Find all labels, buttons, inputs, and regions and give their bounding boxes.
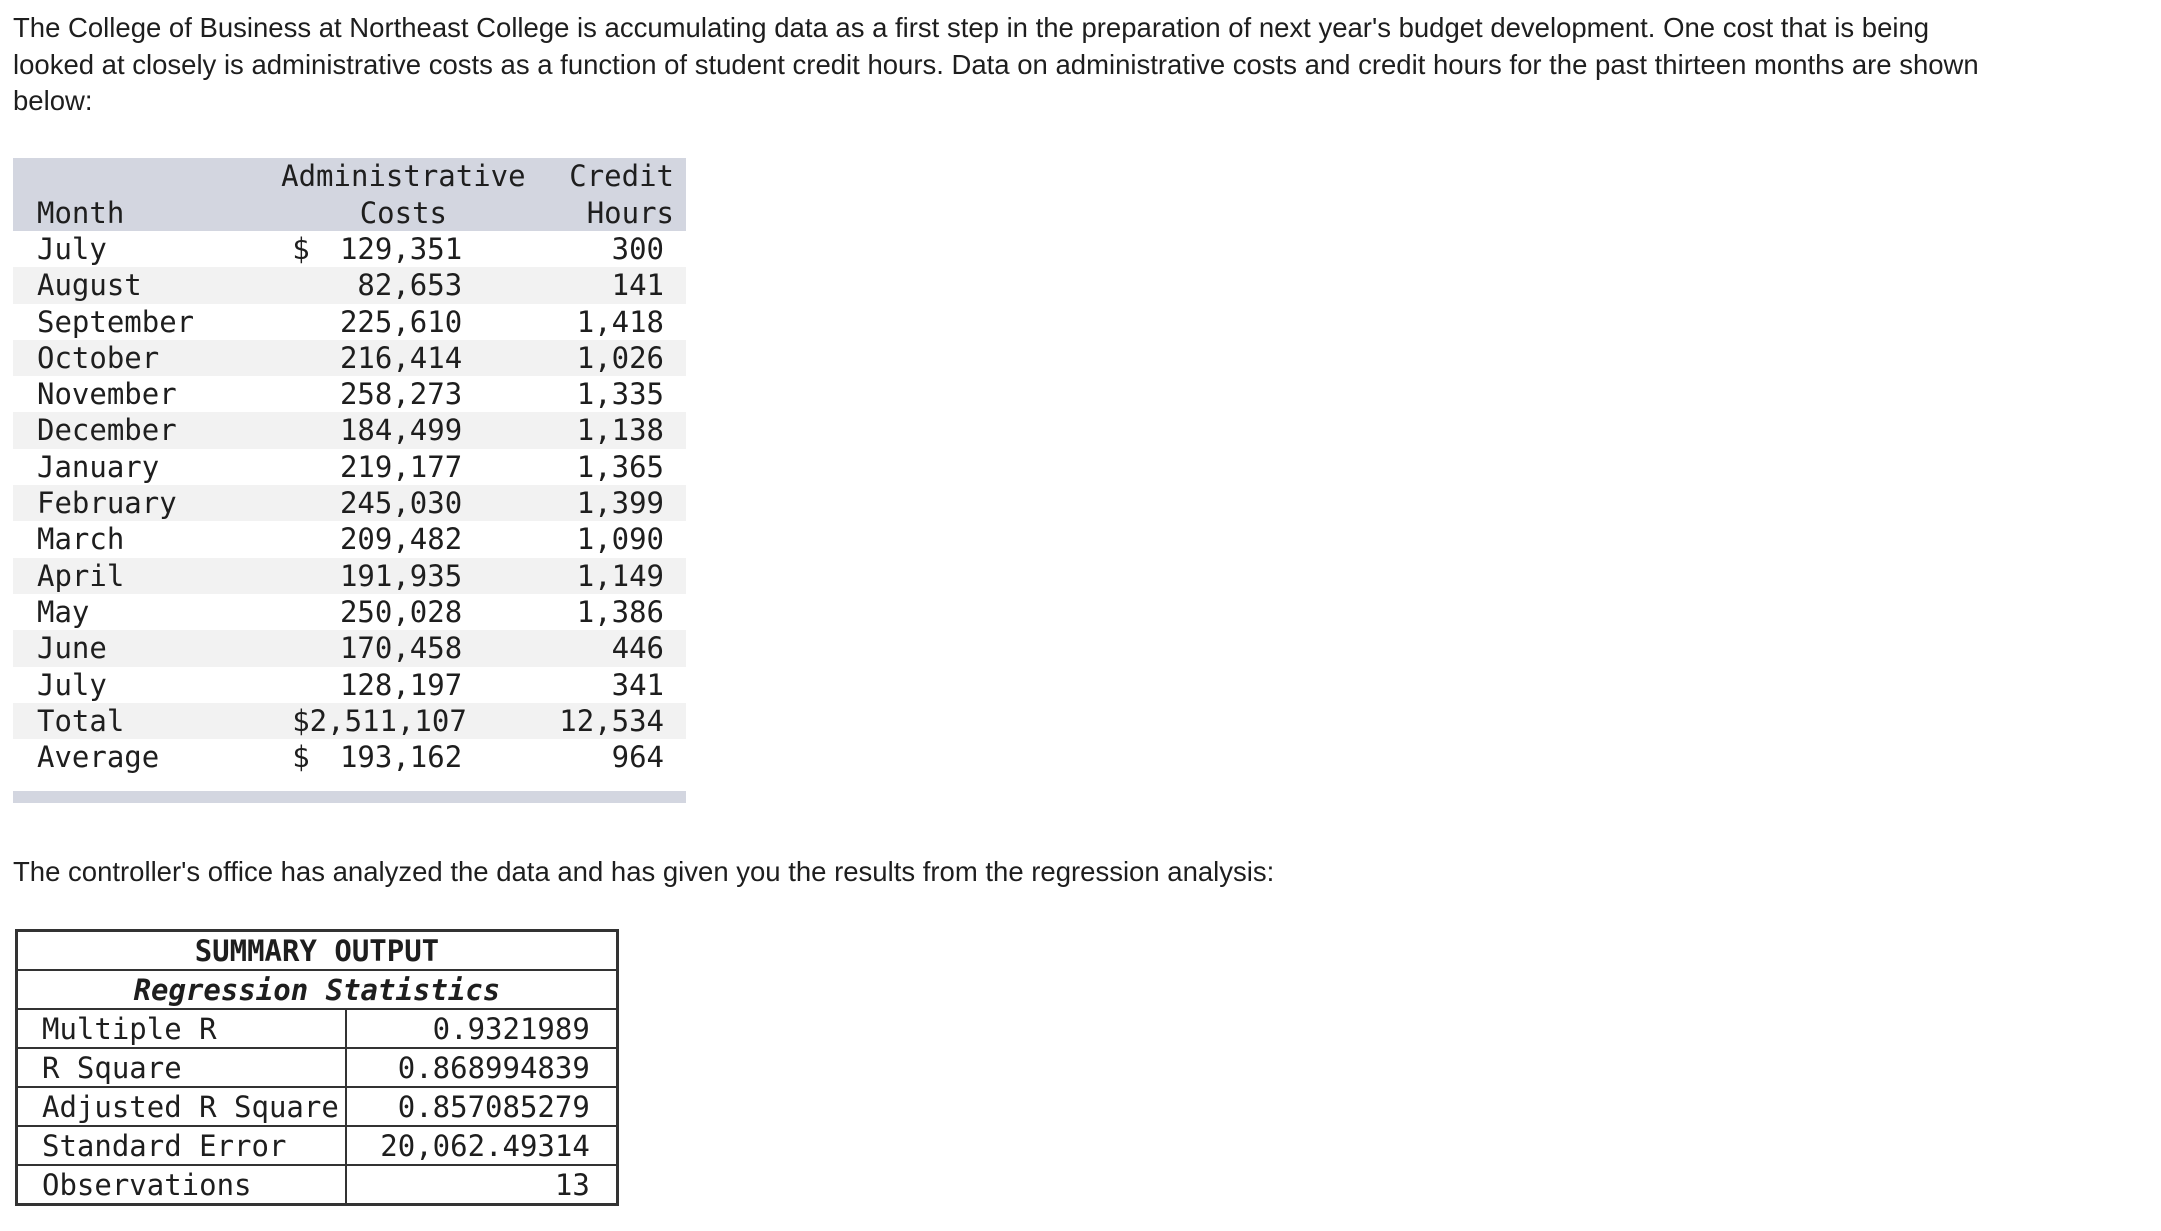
- month-cell: August: [13, 267, 252, 303]
- table-body: [13, 231, 686, 775]
- cost-cell: [252, 412, 534, 448]
- credit-hours-cell: 1,138: [535, 412, 686, 448]
- month-cell: Total: [13, 703, 252, 739]
- summary-row: [17, 1165, 618, 1205]
- month-cell: January: [37, 449, 160, 484]
- credit-hours-cell: 1,335: [576, 377, 664, 412]
- table-row: [13, 412, 686, 448]
- cost-value: 250,028: [339, 594, 463, 629]
- credit-hours-cell: 1,418: [576, 304, 664, 339]
- table-row: [13, 449, 686, 485]
- statistic-value: 0.9321989: [346, 1009, 618, 1048]
- table-row: [13, 231, 686, 267]
- credit-hours-cell: 964: [611, 740, 664, 775]
- statistic-label: Adjusted R Square: [17, 1087, 346, 1126]
- summary-title: SUMMARY OUTPUT: [17, 931, 618, 971]
- cost-value: 184,499: [339, 413, 463, 448]
- credit-hours-cell: 1,386: [576, 594, 664, 629]
- cost-value: 128,197: [339, 667, 463, 702]
- summary-row: [17, 1048, 618, 1087]
- cost-cell: [252, 558, 534, 594]
- cost-cell: [252, 340, 534, 376]
- summary-row: [17, 1126, 618, 1165]
- statistic-label: Multiple R: [17, 1009, 346, 1048]
- table-row: [13, 630, 686, 666]
- month-cell: October: [13, 340, 252, 376]
- summary-row: [17, 1009, 618, 1048]
- cost-cell: [252, 449, 534, 485]
- summary-row: [17, 1087, 618, 1126]
- cost-cell: [252, 594, 534, 630]
- credit-hours-cell: 341: [611, 667, 664, 702]
- month-cell: March: [37, 522, 125, 557]
- cost-cell: [252, 267, 534, 303]
- currency-symbol: $: [292, 232, 310, 266]
- cost-value: 209,482: [339, 522, 463, 557]
- cost-cell: [252, 703, 534, 739]
- admin-costs-header: Administrative Costs: [252, 158, 534, 231]
- month-cell: Average: [37, 740, 160, 775]
- cost-value: 191,935: [339, 558, 463, 593]
- statistic-value: 13: [346, 1165, 618, 1205]
- statistic-label: Observations: [17, 1165, 346, 1205]
- credit-hours-cell: 12,534: [535, 703, 686, 739]
- cost-data-table: [13, 158, 686, 775]
- credit-hours-cell: 1,026: [535, 340, 686, 376]
- credit-hours-cell: 1,090: [576, 522, 664, 557]
- cost-cell: [252, 304, 534, 340]
- cost-value: 129,351: [339, 232, 463, 266]
- table-row: [13, 594, 686, 630]
- month-cell: April: [13, 558, 252, 594]
- month-cell: December: [13, 412, 252, 448]
- credit-hours-cell: 141: [535, 267, 686, 303]
- month-cell: July: [37, 667, 107, 702]
- cost-value: 219,177: [339, 449, 463, 484]
- followup-paragraph: The controller's office has analyzed the data and has given you the results from the regression analysis:: [13, 856, 1275, 887]
- statistic-label: Standard Error: [17, 1126, 346, 1165]
- credit-hours-header: Credit Hours: [535, 158, 686, 231]
- month-cell: February: [13, 485, 252, 521]
- table-row: [13, 304, 686, 340]
- cost-cell: [252, 485, 534, 521]
- month-cell: July: [37, 232, 107, 266]
- cost-value: 193,162: [339, 740, 463, 775]
- cost-value: 170,458: [339, 631, 463, 666]
- cost-value: 225,610: [339, 304, 463, 339]
- table-row: [13, 521, 686, 557]
- table-row: [13, 376, 686, 412]
- currency-symbol: $: [292, 740, 310, 775]
- currency-symbol: $2,511,107: [292, 703, 467, 738]
- month-cell: June: [13, 630, 252, 666]
- table-row: [13, 267, 686, 303]
- table-row: [13, 739, 686, 775]
- credit-hours-cell: 446: [535, 630, 686, 666]
- credit-hours-cell: 1,149: [535, 558, 686, 594]
- intro-paragraph: The College of Business at Northeast College is accumulating data as a first step in the preparation of next year's budget development. One cost that is being looked at closely is administrative costs as a function of student credit hours. Data on administrative costs and credit hours for the past thirteen months are shown below:: [13, 12, 1979, 116]
- cost-cell: [252, 521, 534, 557]
- credit-hours-cell: 300: [611, 232, 664, 266]
- month-cell: September: [37, 304, 195, 339]
- month-cell: November: [37, 377, 177, 412]
- table-header-row: [13, 158, 686, 231]
- credit-hours-cell: 1,399: [535, 485, 686, 521]
- cost-cell: [252, 231, 534, 267]
- summary-output-table: [15, 929, 619, 1206]
- month-header: Month: [13, 158, 252, 231]
- cost-value: 245,030: [339, 486, 463, 521]
- cost-cell: [252, 376, 534, 412]
- month-cell: May: [37, 594, 90, 629]
- cost-data-table-block: [13, 158, 686, 803]
- table-row: [13, 485, 686, 521]
- cost-value: 82,653: [357, 268, 463, 303]
- cost-cell: [252, 739, 534, 775]
- cost-value: 258,273: [339, 377, 463, 412]
- table-row: [13, 558, 686, 594]
- statistic-value: 0.868994839: [346, 1048, 618, 1087]
- table-row: [13, 340, 686, 376]
- cost-cell: [252, 630, 534, 666]
- regression-statistics-subtitle: Regression Statistics: [17, 970, 618, 1009]
- statistic-label: R Square: [17, 1048, 346, 1087]
- table-row: [13, 703, 686, 739]
- table-row: [13, 667, 686, 703]
- credit-hours-cell: 1,365: [576, 449, 664, 484]
- cost-cell: [252, 667, 534, 703]
- statistic-value: 20,062.49314: [346, 1126, 618, 1165]
- table-footer-bar: [13, 791, 686, 803]
- statistic-value: 0.857085279: [346, 1087, 618, 1126]
- cost-value: 216,414: [339, 340, 463, 375]
